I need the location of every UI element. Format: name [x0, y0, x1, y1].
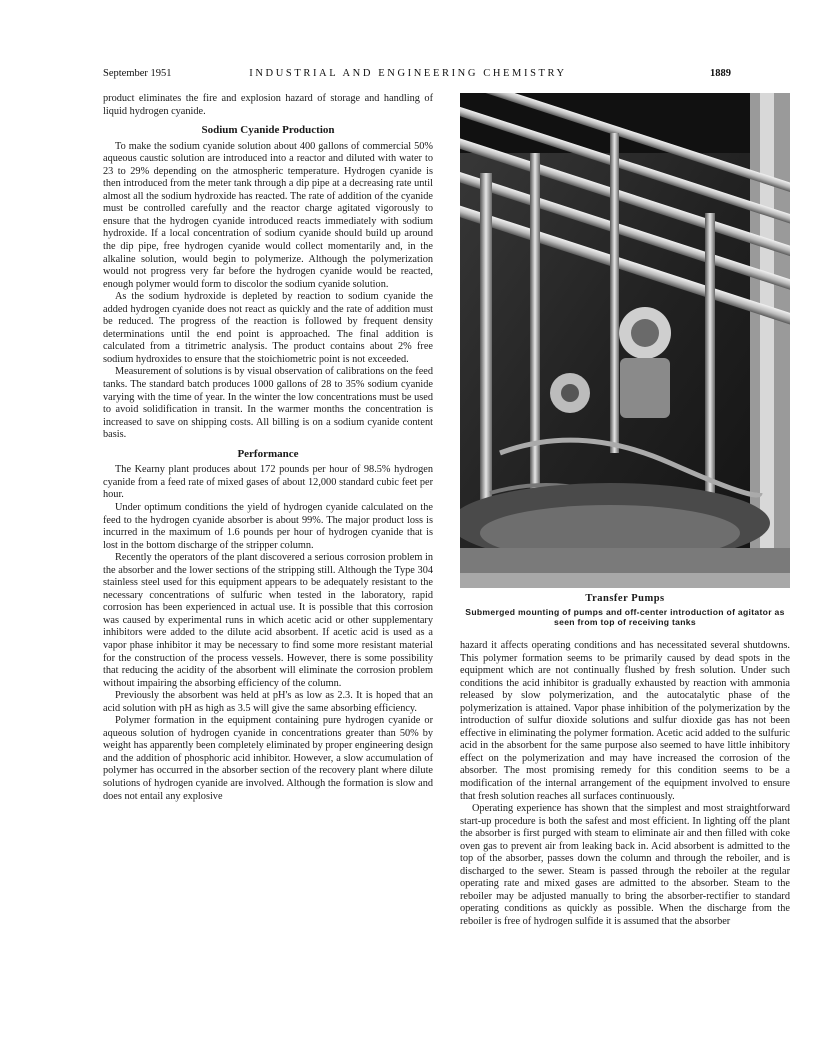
intro-paragraph: product eliminates the fire and explosion hazard of storage and handling of liquid hydrogen cyanide.	[103, 93, 433, 117]
photo-illustration	[460, 93, 790, 588]
paragraph: Under optimum conditions the yield of hydrogen cyanide calculated on the feed to the hydrogen cyanide absorber is about 99%. The major product loss is incurred in the maximum of 1.6 pounds per hour of hydrogen cyanide that is lost in the bottom discharge of the stripper column.	[103, 501, 433, 551]
figure-title: Transfer Pumps	[585, 593, 665, 604]
paragraph: Polymer formation in the equipment containing pure hydrogen cyanide or aqueous solution of hydrogen cyanide in concentrations greater than 50% by weight has apparently been completely eliminated by proper engineering design and the addition of phosphoric acid inhibitor. However, a slow accumulation of polymer has occurred in the absorber section of the recovery plant where dilute solutions of hydrogen cyanide are involved. Although the formation is slow and does not entail any explosive	[103, 715, 433, 802]
figure-caption: Submerged mounting of pumps and off-center introduction of agitator as seen from top of receiving tanks	[465, 607, 785, 627]
left-column	[103, 93, 433, 803]
photograph-transfer-pumps	[460, 93, 790, 588]
paragraph: Previously the absorbent was held at pH's as low as 2.3. It is hoped that an acid solution with pH as high as 3.5 will give the same absorbing efficiency.	[103, 690, 433, 714]
paragraph: Operating experience has shown that the simplest and most straightforward start-up procedure is both the safest and most efficient. In lighting off the plant the absorber is first purged with steam to eliminate air and then filled with coke oven gas to prevent air from leaking back in. Acid absorbent is admitted to the top of the absorber, passes down the column and through the reboiler, and is discharged to the sewer. Steam is passed through the reboiler at the regular operating rate and mixed gases are admitted to the absorber. Steam to the reboiler may be adjusted manually to bring the absorber-rectifier to standard operating conditions as quickly as possible. When the discharge from the reboiler is free of hydrogen sulfide it is assumed that the absorber	[460, 803, 790, 928]
section-heading-sodium-cyanide: Sodium Cyanide Production	[201, 124, 335, 137]
paragraph: Recently the operators of the plant discovered a serious corrosion problem in the absorber and the lower sections of the stripping still. Although the Type 304 stainless steel used for this equipment appears to be adequately resistant to the necessary concentrations of sulfuric when tested in the laboratory, rapid corrosion has been experienced in actual use. It is possible that this corrosion was caused by experimental runs in which acetic acid or other supplementary inhibitors were added to the dilute acid absorbent. If acetic acid is used as a vapor phase inhibitor it may be necessary to find some more resistant material for the construction of the process vessels. However, there is some possibility that reducing the acidity of the absorbent will eliminate the corrosion problem without impairing the absorbing efficiency of the column.	[103, 552, 433, 689]
section-heading-performance: Performance	[237, 447, 299, 460]
paragraph: hazard it affects operating conditions and has necessitated several shutdowns. This polymer formation seems to be primarily caused by dead spots in the equipment which are not continually flushed by fresh solution. Under such conditions the acid inhibitor is gradually exhausted by reaction with ammonia released by slow polymerization, and the autocatalytic phase of the polymerization is attained. Vapor phase inhibition of the polymerization by the introduction of sulfur dioxide solutions and sulfur dioxide gas has not been effective in eliminating the polymer formation. Acetic acid added to the sulfuric acid in the absorbent for the same purpose also seemed to have little inhibitory effect on the polymerization and may have increased the corrosion of the absorber. The most promising remedy for this condition seems to be a modification of the internal arrangement of the equipment involved to ensure that fresh solution reaches all surfaces continuously.	[460, 640, 790, 802]
running-header-journal: INDUSTRIAL AND ENGINEERING CHEMISTRY	[249, 68, 567, 79]
paragraph: Measurement of solutions is by visual observation of calibrations on the feed tanks. The standard batch produces 1000 gallons of 28 to 35% sodium cyanide varying with the time of year. In the winter the low concentrations must be used to avoid solidification in transit. In the warmer months the concentration is increased to save on shipping costs. All billing is on a sodium cyanide content basis.	[103, 366, 433, 441]
paragraph: As the sodium hydroxide is depleted by reaction to sodium cyanide the added hydrogen cyanide does not react as quickly and the rate of addition must be reduced. The progress of the reaction is followed by frequent density determinations until the end point is approached. The final addition is calculated from a titrimetric analysis. The product contains about 2% free sodium hydroxides to ensure that the stoichiometric point is not exceeded.	[103, 291, 433, 365]
right-column	[460, 640, 790, 929]
paragraph: The Kearny plant produces about 172 pounds per hour of 98.5% hydrogen cyanide from a feed rate of mixed gases of about 12,000 standard cubic feet per hour.	[103, 464, 433, 501]
paragraph: To make the sodium cyanide solution about 400 gallons of commercial 50% aqueous caustic solution are introduced into a reactor and diluted with water to 23 to 29% depending on the atmospheric temperature. Hydrogen cyanide is then introduced from the meter tank through a dip pipe at a decreasing rate until almost all the sodium hydroxide has reacted. The rate of addition of the cyanide must be controlled carefully and the reactor charge agitated vigorously to ensure that the hydrogen cyanide introduced reacts immediately with sodium hydroxide. If a local concentration of sodium cyanide should build up around the dip pipe, free hydrogen cyanide would collect momentarily and, in the alkaline solution, would begin to polymerize. Although the polymerization would not progress very far before the hydrogen cyanide would be reacted, enough polymer would form to discolor the sodium cyanide solution.	[103, 140, 433, 290]
running-header-date: September 1951	[103, 68, 172, 79]
page-number: 1889	[710, 68, 731, 79]
